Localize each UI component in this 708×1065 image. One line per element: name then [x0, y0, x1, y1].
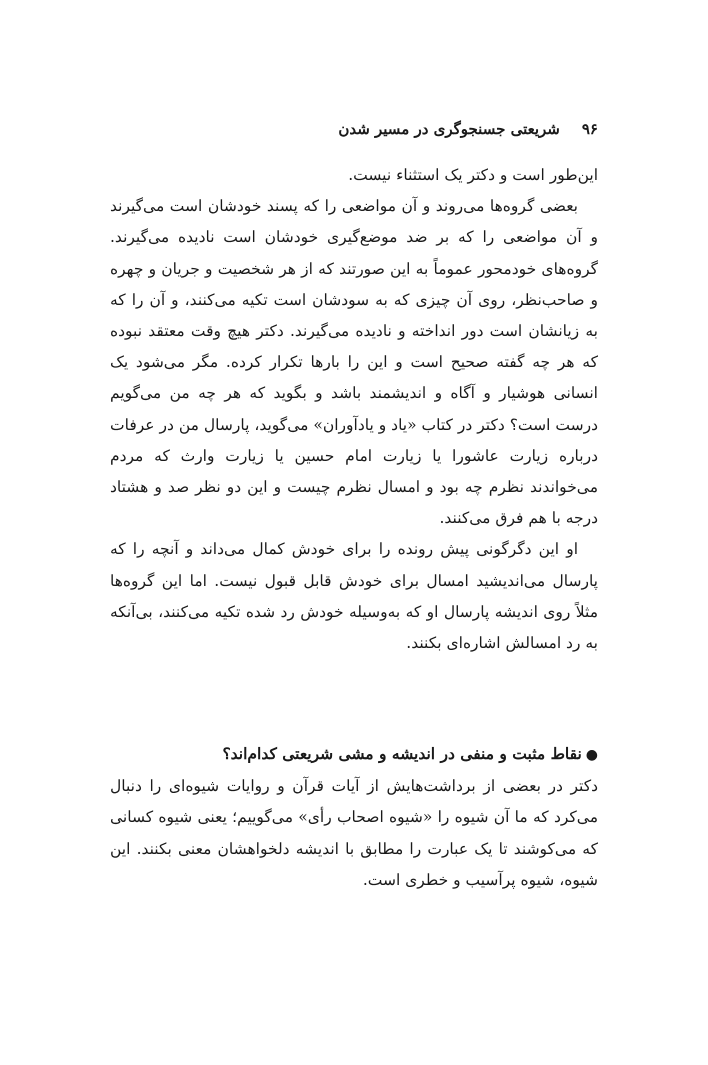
body-text: [110, 160, 598, 659]
section-paragraph: دکتر در بعضی از برداشت‌هایش از آیات قرآن و روایات شیوه‌ای را دنبال می‌کرد که ما آن شیوه را «شیوه اصحاب رأی» می‌گوییم؛ یعنی شیوه کسانی که می‌کوشند تا یک عبارت را مطابق با اندیشه دلخواهشان معنی بکنند. این شیوه، شیوه پرآسیب و خطری است.: [110, 777, 598, 889]
section: [110, 738, 598, 896]
page-number: ۹۶: [581, 120, 598, 138]
paragraph-3: او این دگرگونی پیش رونده را برای خودش کمال می‌داند و آنچه را که پارسال می‌اندیشید امسال برای خودش قابل قبول نیست. اما این گروه‌ها مثلاً روی اندیشه پارسال او که به‌وسیله خودش رد شده تکیه می‌کنند، بی‌آنکه به رد امسالش اشاره‌ای بکنند.: [110, 540, 598, 653]
paragraph-2: بعضی گروه‌ها می‌روند و آن مواضعی را که پسند خودشان است می‌گیرند و آن مواضعی را که بر ضد موضع‌گیری خودشان است نادیده می‌گیرند. گروه‌های خودمحور عموماً به این صورتند که از هر شخصیت و جریان و چهره و صاحب‌نظر، روی آن چیزی که به سودشان است تکیه می‌کنند، و آن را که به زیانشان است دور انداخته و نادیده می‌گیرند. دکتر هیچ وقت معتقد نبوده که هر چه گفته صحیح است و این را بارها تکرار کرده. مگر می‌شود یک انسانی هوشیار و آگاه و اندیشمند باشد و بگوید که هر چه من می‌گویم درست است؟ دکتر در کتاب «یاد و یادآوران» می‌گوید، پارسال من در عرفات درباره زیارت عاشورا یا زیارت امام حسین یا زیارت وارث که مردم می‌خواندند نظرم چه بود و امسال نظرم چیست و این دو نظر صد و هشتاد درجه با هم فرق می‌کنند.: [110, 197, 598, 528]
running-title: شریعتی جسنجوگری در مسیر شدن: [338, 120, 560, 138]
section-heading-text: نقاط مثبت و منفی در اندیشه و مشی شریعتی کدام‌اند؟: [222, 744, 582, 763]
bullet-icon: ●: [585, 747, 598, 763]
paragraph-1: این‌طور است و دکتر یک استثناء نیست.: [348, 166, 598, 184]
section-heading: [110, 738, 598, 771]
page-header: [110, 120, 598, 138]
